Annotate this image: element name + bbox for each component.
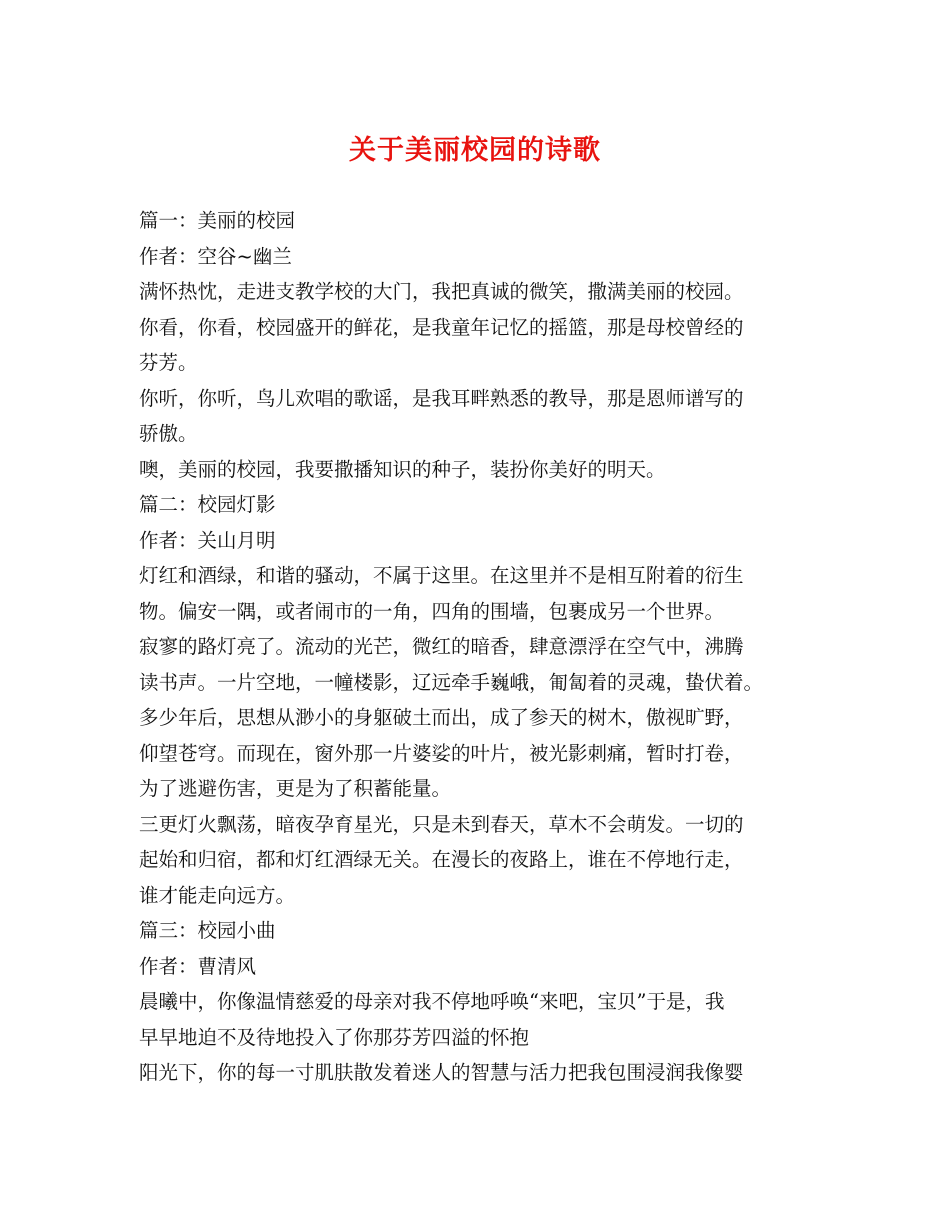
paragraph-line: 灯红和酒绿，和谐的骚动，不属于这里。在这里并不是相互附着的衍生 xyxy=(139,564,744,587)
paragraph-line: 噢，美丽的校园，我要撒播知识的种子，装扮你美好的明天。 xyxy=(139,457,666,481)
paragraph-line: 读书声。一片空地，一幢楼影，辽远牵手巍峨，匍匐着的灵魂，蛰伏着。 xyxy=(139,670,764,694)
paragraph-line: 三更灯火飘荡，暗夜孕育星光，只是未到春天，草木不会萌发。一切的 xyxy=(139,812,744,836)
paragraph-line: 你看，你看，校园盛开的鲜花，是我童年记忆的摇篮，那是母校曾经的 xyxy=(139,315,744,339)
paragraph-line: 满怀热忱，走进支教学校的大门，我把真诚的微笑，撒满美丽的校园。 xyxy=(139,280,744,303)
paragraph-line: 你听，你听，鸟儿欢唱的歌谣，是我耳畔熟悉的教导，那是恩师谱写的 xyxy=(139,386,744,410)
paragraph-line: 阳光下，你的每一寸肌肤散发着迷人的智慧与活力把我包围浸润我像婴 xyxy=(139,1061,744,1084)
paragraph-line: 多少年后，思想从渺小的身躯破土而出，成了参天的树木，傲视旷野， xyxy=(139,706,744,729)
paragraph-line: 物。偏安一隅，或者闹市的一角，四角的围墙，包裹成另一个世界。 xyxy=(139,599,725,623)
paragraph-line: 芬芳。 xyxy=(139,351,198,374)
author-poem-1: 作者：空谷~幽兰 xyxy=(139,244,292,268)
document-title: 关于美丽校园的诗歌 xyxy=(349,135,601,166)
heading-poem-1: 篇一：美丽的校园 xyxy=(139,209,296,232)
paragraph-line: 仰望苍穹。而现在，窗外那一片婆娑的叶片，被光影刺痛，暂时打卷， xyxy=(139,741,744,765)
paragraph-line: 骄傲。 xyxy=(139,422,198,445)
author-poem-3: 作者：曹清风 xyxy=(139,954,257,978)
paragraph-line: 谁才能走向远方。 xyxy=(139,883,296,907)
document-body xyxy=(139,203,839,1091)
heading-poem-2: 篇二：校园灯影 xyxy=(139,493,276,516)
paragraph-line: 晨曦中，你像温情慈爱的母亲对我不停地呼唤“来吧，宝贝”于是，我 xyxy=(139,990,725,1013)
paragraph-line: 为了逃避伤害，更是为了积蓄能量。 xyxy=(139,777,452,800)
heading-poem-3: 篇三：校园小曲 xyxy=(139,919,276,942)
paragraph-line: 寂寥的路灯亮了。流动的光芒，微红的暗香，肆意漂浮在空气中，沸腾 xyxy=(139,635,744,658)
paragraph-line: 起始和归宿，都和灯红酒绿无关。在漫长的夜路上，谁在不停地行走， xyxy=(139,848,744,871)
paragraph-line: 早早地迫不及待地投入了你那芬芳四溢的怀抱 xyxy=(139,1025,530,1049)
author-poem-2: 作者：关山月明 xyxy=(139,528,276,552)
